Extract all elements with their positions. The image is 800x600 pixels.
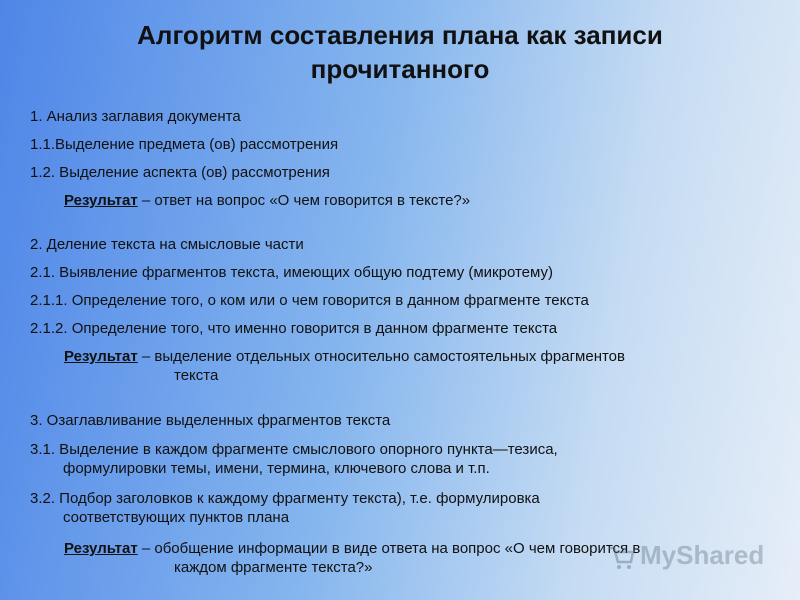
step-3: 3. Озаглавливание выделенных фрагментов текста [30,412,391,429]
result-text-continued: текста [174,367,219,384]
result-label: Результат [64,348,138,365]
result-label: Результат [64,192,138,209]
result-text-continued: каждом фрагменте текста?» [174,559,373,576]
title-line-2: прочитанного [310,54,490,84]
step-2-1-2: 2.1.2. Определение того, что именно говорится в данном фрагменте текста [30,320,558,337]
result-1 [64,191,764,210]
step-3-1-line-1: 3.1. Выделение в каждом фрагменте смыслового опорного пункта—тезиса, [30,441,558,458]
result-text: – выделение отдельных относительно самостоятельных фрагментов [137,348,625,365]
result-text: – обобщение информации в виде ответа на вопрос «О чем говорится в [137,540,641,557]
step-1-1: 1.1.Выделение предмета (ов) рассмотрения [30,136,339,153]
step-3-2 [30,489,540,527]
step-3-1 [30,440,558,478]
step-1: 1. Анализ заглавия документа [30,108,241,125]
step-2: 2. Деление текста на смысловые части [30,236,304,253]
page-title [40,18,760,86]
step-3-2-line-2: соответствующих пунктов плана [63,509,290,526]
step-2-1: 2.1. Выявление фрагментов текста, имеющих общую подтему (микротему) [30,264,553,281]
watermark-cart-icon [606,542,636,572]
step-1-2: 1.2. Выделение аспекта (ов) рассмотрения [30,164,330,181]
result-label: Результат [64,540,138,557]
result-text: – ответ на вопрос «О чем говорится в тексте?» [137,192,471,209]
step-3-1-line-2: формулировки темы, имени, термина, ключевого слова и т.п. [63,460,490,477]
result-2 [64,347,764,385]
step-2-1-1: 2.1.1. Определение того, о ком или о чем говорится в данном фрагменте текста [30,292,589,309]
watermark-text: MyShared [640,540,765,570]
title-line-1: Алгоритм составления плана как записи [137,20,663,50]
step-3-2-line-1: 3.2. Подбор заголовков к каждому фрагменту текста), т.е. формулировка [30,490,540,507]
